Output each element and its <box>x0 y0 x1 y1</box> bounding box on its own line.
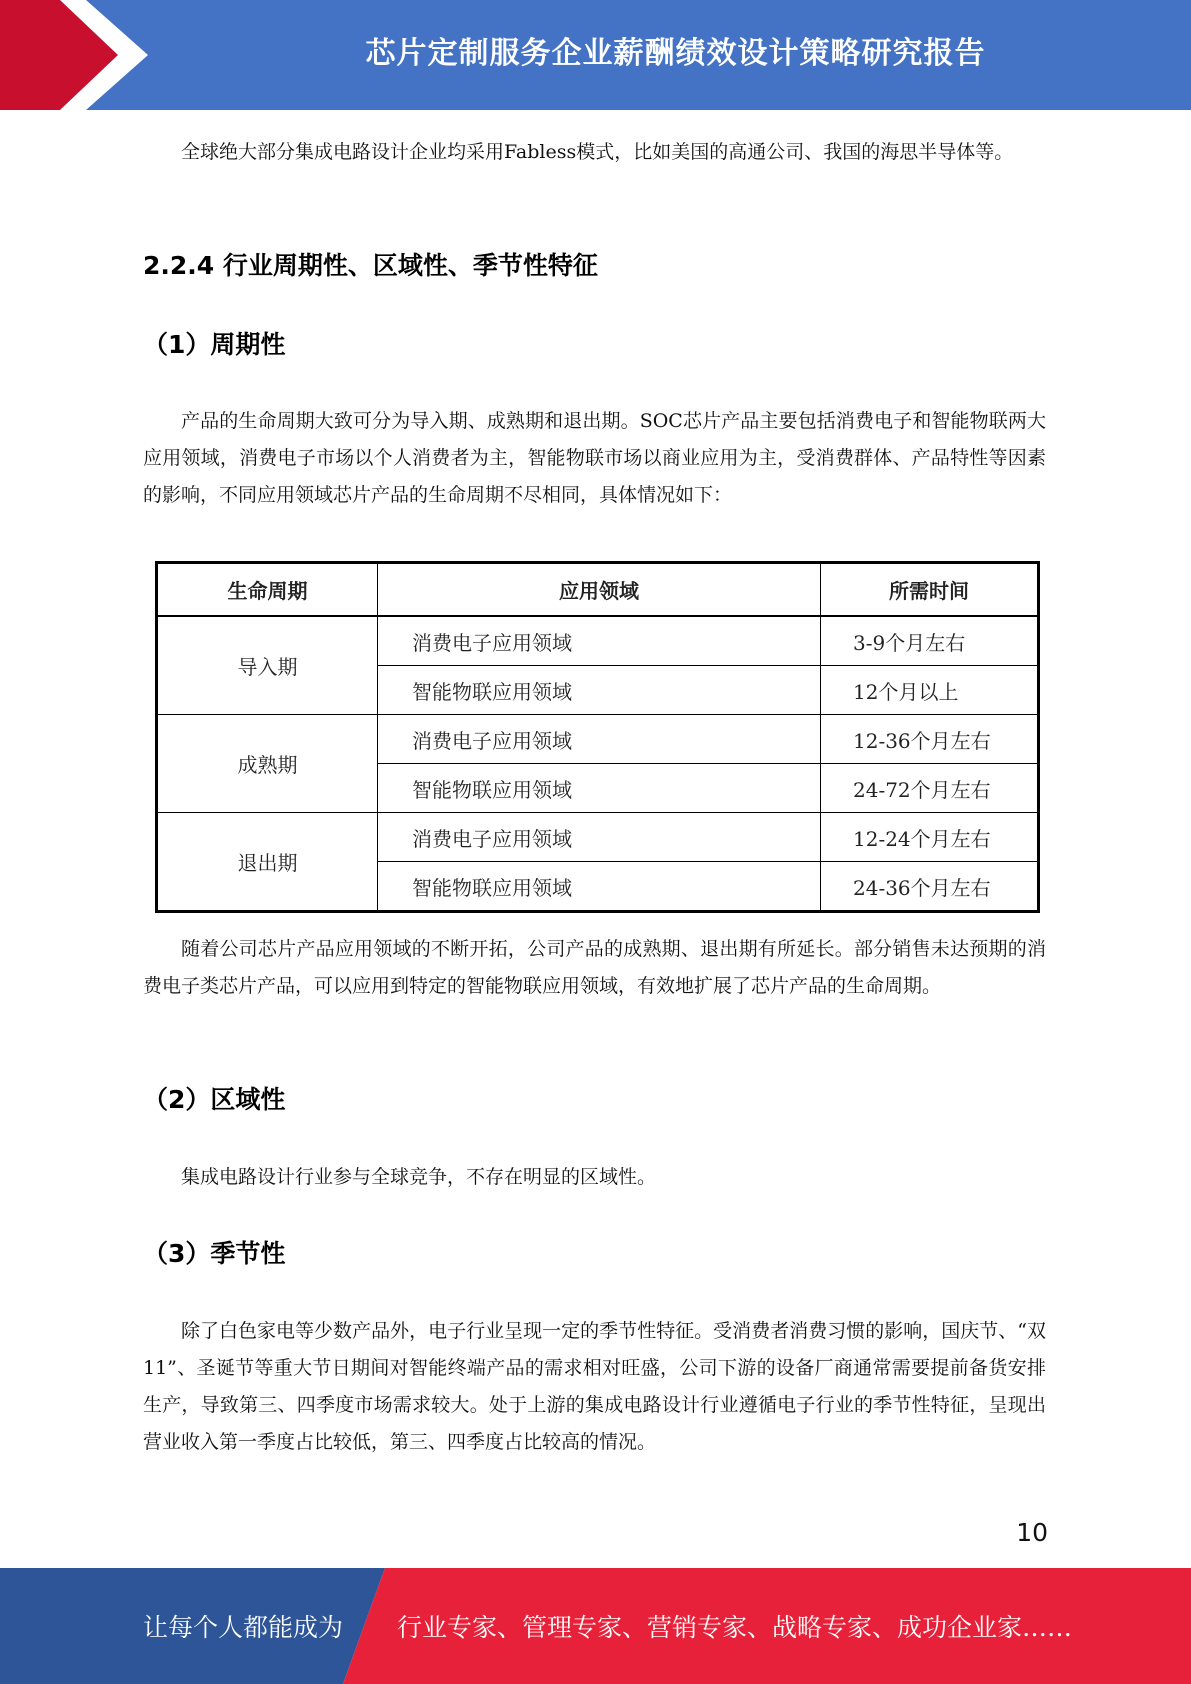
footer-slogan-right: 行业专家、管理专家、营销专家、战略专家、成功企业家…… <box>397 1613 1073 1642</box>
table-header-row <box>157 563 1039 617</box>
time-cell: 12个月以上 <box>821 666 1039 715</box>
intro-paragraph: 全球绝大部分集成电路设计企业均采用Fabless模式，比如美国的高通公司、我国的海思半导体等。 <box>181 141 1014 163</box>
footer-slogan-left: 让每个人都能成为 <box>143 1613 344 1642</box>
time-cell: 3-9个月左右 <box>821 616 1039 666</box>
page-header <box>0 0 1191 110</box>
regional-paragraph: 集成电路设计行业参与全球竞争，不存在明显的区域性。 <box>181 1166 657 1188</box>
page-number: 10 <box>1016 1518 1048 1547</box>
table-row <box>157 616 1039 666</box>
table-row <box>157 715 1039 764</box>
col-header-time: 所需时间 <box>821 563 1039 617</box>
stage-cell: 导入期 <box>157 616 378 715</box>
stage-cell: 成熟期 <box>157 715 378 813</box>
col-header-field: 应用领域 <box>378 563 821 617</box>
time-cell: 24-72个月左右 <box>821 764 1039 813</box>
field-cell: 智能物联应用领域 <box>378 666 821 715</box>
field-cell: 智能物联应用领域 <box>378 862 821 912</box>
cyclical-followup-paragraph: 随着公司芯片产品应用领域的不断开拓，公司产品的成熟期、退出期有所延长。部分销售未达预期的消费电子类芯片产品，可以应用到特定的智能物联应用领域，有效地扩展了芯片产品的生命周期。 <box>143 938 1046 997</box>
field-cell: 消费电子应用领域 <box>378 616 821 666</box>
stage-cell: 退出期 <box>157 813 378 912</box>
lifecycle-table <box>155 561 1040 913</box>
heading-seasonal: （3）季节性 <box>143 1239 286 1268</box>
cyclical-paragraph: 产品的生命周期大致可分为导入期、成熟期和退出期。SOC芯片产品主要包括消费电子和智能物联两大应用领域，消费电子市场以个人消费者为主，智能物联市场以商业应用为主，受消费群体、产品特性等因素的影响，不同应用领域芯片产品的生命周期不尽相同，具体情况如下： <box>143 410 1046 506</box>
heading-regional: （2）区域性 <box>143 1085 286 1114</box>
table-row <box>157 813 1039 862</box>
seasonal-paragraph: 除了白色家电等少数产品外，电子行业呈现一定的季节性特征。受消费者消费习惯的影响，国庆节、“双11”、圣诞节等重大节日期间对智能终端产品的需求相对旺盛，公司下游的设备厂商通常需要提前备货安排生产，导致第三、四季度市场需求较大。处于上游的集成电路设计行业遵循电子行业的季节性特征，呈现出营业收入第一季度占比较低，第三、四季度占比较高的情况。 <box>143 1320 1046 1453</box>
col-header-stage: 生命周期 <box>157 563 378 617</box>
time-cell: 12-24个月左右 <box>821 813 1039 862</box>
field-cell: 智能物联应用领域 <box>378 764 821 813</box>
time-cell: 24-36个月左右 <box>821 862 1039 912</box>
time-cell: 12-36个月左右 <box>821 715 1039 764</box>
field-cell: 消费电子应用领域 <box>378 715 821 764</box>
header-title: 芯片定制服务企业薪酬绩效设计策略研究报告 <box>365 36 986 71</box>
section-heading-2-2-4: 2.2.4 行业周期性、区域性、季节性特征 <box>143 251 598 280</box>
field-cell: 消费电子应用领域 <box>378 813 821 862</box>
heading-cyclical: （1）周期性 <box>143 330 286 359</box>
page-footer <box>0 1568 1191 1684</box>
